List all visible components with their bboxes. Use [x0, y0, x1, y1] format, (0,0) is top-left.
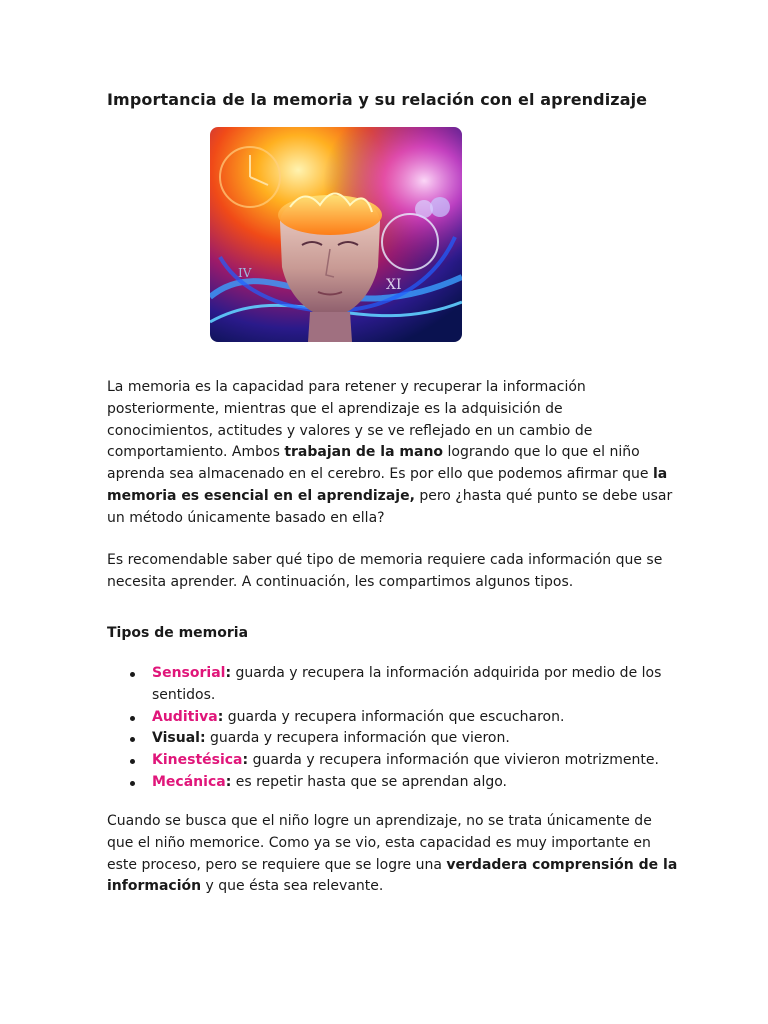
term-colon: : — [242, 752, 249, 769]
term-colon: : — [225, 773, 232, 790]
intro-bold-text: memoria es esencial en el aprendizaje, — [107, 487, 415, 504]
memory-term: Auditiva — [152, 708, 218, 725]
conclusion-text: este proceso, pero se requiere que se logre una — [107, 856, 447, 873]
memory-term: Visual — [152, 730, 200, 747]
memory-description: guarda y recupera información que vivieron motrizmente. — [248, 752, 659, 769]
svg-text:IV: IV — [238, 266, 252, 280]
memory-description: guarda y recupera información que vieron. — [205, 730, 510, 747]
intro-text: pero ¿hasta qué punto se debe usar — [414, 487, 673, 504]
term-colon: : — [199, 730, 206, 747]
intro-line: conocimientos, actitudes y valores y se ve reflejado en un cambio de — [107, 422, 593, 439]
section-heading: Tipos de memoria — [107, 625, 249, 641]
memory-description: guarda y recupera información que escucharon. — [223, 708, 565, 725]
conclusion-paragraph — [107, 811, 678, 898]
term-colon: : — [225, 665, 232, 681]
list-item — [130, 707, 661, 729]
recommendation-line: necesita aprender. A continuación, les compartimos algunos tipos. — [107, 573, 574, 590]
conclusion-text: y que ésta sea relevante. — [201, 878, 384, 895]
term-colon: : — [217, 708, 224, 725]
document-title: Importancia de la memoria y su relación con el aprendizaje — [107, 90, 648, 109]
conclusion-line: que el niño memorice. Como ya se vio, esta capacidad es muy importante en — [107, 834, 651, 851]
list-item — [130, 728, 661, 750]
memory-description: es repetir hasta que se aprendan algo. — [231, 773, 508, 790]
list-item — [130, 663, 661, 685]
intro-text: aprenda sea almacenado en el cerebro. Es por ello que podemos afirmar que — [107, 466, 653, 483]
intro-bold-text: la — [652, 466, 668, 483]
conclusion-line: Cuando se busca que el niño logre un aprendizaje, no se trata únicamente de — [107, 813, 652, 829]
memory-term: Sensorial — [152, 665, 226, 681]
list-item — [130, 772, 661, 794]
intro-line: un método únicamente basado en ella? — [107, 509, 385, 526]
intro-text: logrando que lo que el niño — [443, 444, 640, 461]
intro-line — [107, 442, 652, 464]
intro-line — [107, 464, 668, 486]
intro-line: posteriormente, mientras que el aprendizaje es la adquisición de — [107, 400, 563, 417]
memory-description: sentidos. — [152, 686, 216, 703]
brain-memory-illustration — [210, 127, 462, 342]
memory-description: guarda y recupera la información adquirida por medio de los — [231, 665, 662, 681]
list-item — [130, 750, 661, 772]
memory-types-list — [130, 663, 661, 794]
conclusion-bold-text: verdadera comprensión de la — [446, 856, 678, 873]
list-item-continuation — [130, 685, 661, 707]
conclusion-bold-text: información — [107, 878, 202, 895]
conclusion-line — [107, 876, 652, 898]
intro-text: comportamiento. Ambos — [107, 444, 285, 461]
recommendation-line: Es recomendable saber qué tipo de memoria requiere cada información que se — [107, 552, 663, 568]
memory-term: Kinestésica — [152, 752, 243, 769]
svg-text:XI: XI — [386, 277, 402, 293]
intro-line: La memoria es la capacidad para retener y recuperar la información — [107, 379, 586, 395]
intro-line — [107, 486, 673, 508]
recommendation-paragraph — [107, 550, 663, 594]
intro-paragraph — [107, 377, 673, 530]
conclusion-line — [107, 855, 678, 877]
memory-term: Mecánica — [152, 773, 226, 790]
intro-bold-text: trabajan de la mano — [284, 444, 444, 461]
